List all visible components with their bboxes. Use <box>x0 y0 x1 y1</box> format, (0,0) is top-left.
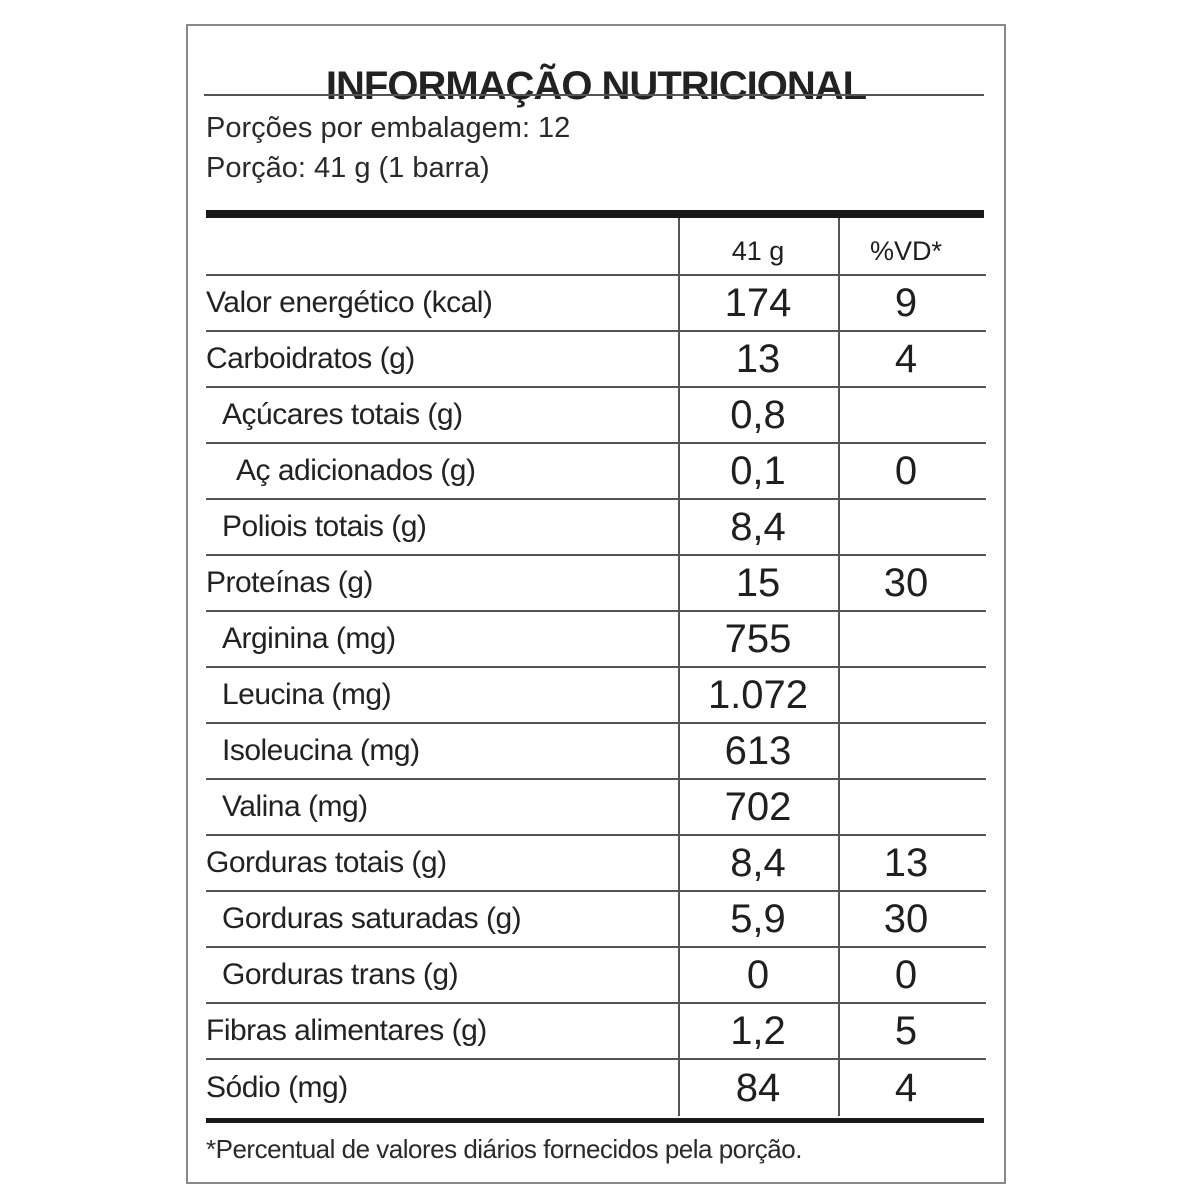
table-row <box>206 724 986 780</box>
nutrient-daily-value <box>838 388 974 442</box>
table-row <box>206 892 986 948</box>
nutrient-daily-value: 30 <box>883 560 929 605</box>
nutrient-daily-value <box>838 780 974 834</box>
nutrient-daily-value: 5 <box>894 1008 918 1053</box>
nutrient-name: Fibras alimentares (g) <box>206 1014 487 1047</box>
nutrient-amount: 15 <box>735 560 781 605</box>
nutrient-amount: 1,2 <box>730 1008 786 1053</box>
bottom-divider <box>206 1118 984 1123</box>
nutrient-daily-value: 4 <box>894 336 918 381</box>
nutrient-daily-value <box>838 668 974 722</box>
nutrient-amount: 174 <box>724 280 792 325</box>
header-dv: %VD* <box>869 235 943 266</box>
table-row <box>206 836 986 892</box>
nutrient-name: Sódio (mg) <box>206 1071 348 1104</box>
nutrient-name: Carboidratos (g) <box>206 342 415 375</box>
nutrition-table <box>206 218 986 1116</box>
nutrient-amount: 613 <box>724 728 792 773</box>
table-row <box>206 1004 986 1060</box>
nutrient-daily-value <box>838 612 974 666</box>
nutrient-amount: 1.072 <box>707 672 809 717</box>
nutrient-name: Poliois totais (g) <box>222 510 427 543</box>
table-row <box>206 332 986 388</box>
nutrient-amount: 0,8 <box>730 392 786 437</box>
nutrient-amount: 0 <box>746 952 770 997</box>
label-title: INFORMAÇÃO NUTRICIONAL <box>325 64 867 108</box>
nutrient-name: Proteínas (g) <box>206 566 373 599</box>
table-header-row <box>206 218 986 276</box>
portion-size: Porção: 41 g (1 barra) <box>206 152 490 184</box>
nutrient-name: Isoleucina (mg) <box>222 734 420 767</box>
table-row <box>206 948 986 1004</box>
table-row <box>206 444 986 500</box>
nutrient-daily-value: 0 <box>894 952 918 997</box>
table-row <box>206 668 986 724</box>
nutrient-name: Leucina (mg) <box>222 678 392 711</box>
nutrient-amount: 84 <box>735 1065 781 1110</box>
nutrient-daily-value <box>838 500 974 554</box>
column-divider-amount <box>678 218 680 1116</box>
nutrient-name: Açúcares totais (g) <box>222 398 463 431</box>
nutrient-daily-value: 9 <box>894 280 918 325</box>
nutrition-facts-label <box>186 24 1006 1184</box>
table-row <box>206 500 986 556</box>
title-divider <box>204 94 984 96</box>
nutrient-name: Gorduras saturadas (g) <box>222 902 522 935</box>
table-row <box>206 556 986 612</box>
nutrient-amount: 0,1 <box>730 448 786 493</box>
table-body <box>206 276 986 1116</box>
column-divider-dv <box>838 218 840 1116</box>
table-row <box>206 612 986 668</box>
nutrient-daily-value: 0 <box>894 448 918 493</box>
table-row <box>206 780 986 836</box>
header-amount: 41 g <box>731 235 785 266</box>
footnote: *Percentual de valores diários fornecidos pela porção. <box>206 1134 802 1164</box>
nutrient-daily-value: 13 <box>883 840 929 885</box>
nutrient-amount: 13 <box>735 336 781 381</box>
nutrient-amount: 5,9 <box>730 896 786 941</box>
nutrient-daily-value: 4 <box>894 1065 918 1110</box>
table-row <box>206 276 986 332</box>
table-row <box>206 388 986 444</box>
nutrient-name: Valor energético (kcal) <box>206 286 493 319</box>
nutrient-amount: 755 <box>724 616 792 661</box>
nutrient-name: Valina (mg) <box>222 790 368 823</box>
portions-per-package: Porções por embalagem: 12 <box>206 112 571 144</box>
nutrient-daily-value <box>838 724 974 778</box>
nutrient-amount: 8,4 <box>730 840 786 885</box>
nutrient-name: Gorduras trans (g) <box>222 958 459 991</box>
nutrient-name: Gorduras totais (g) <box>206 846 447 879</box>
table-row <box>206 1060 986 1116</box>
header-name-cell <box>206 218 678 274</box>
nutrient-name: Arginina (mg) <box>222 622 396 655</box>
nutrient-amount: 8,4 <box>730 504 786 549</box>
nutrient-daily-value: 30 <box>883 896 929 941</box>
thick-divider <box>206 210 984 218</box>
nutrient-name: Aç adicionados (g) <box>236 454 476 487</box>
portion-info <box>206 108 570 188</box>
nutrient-amount: 702 <box>724 784 792 829</box>
